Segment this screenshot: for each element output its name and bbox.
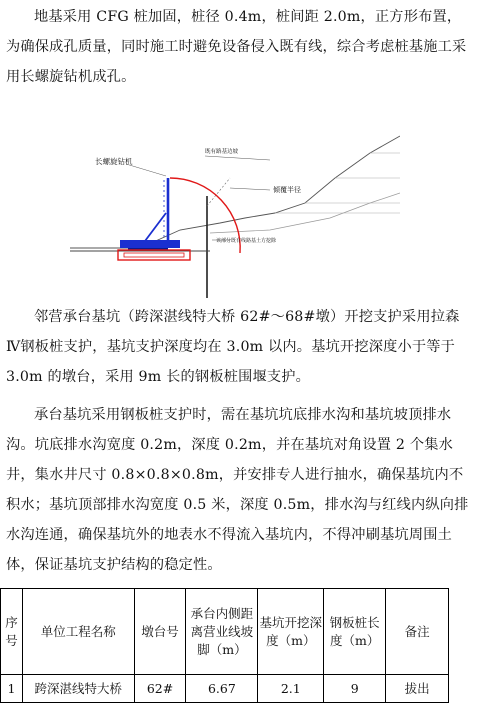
header-project-name: 单位工程名称 [22,589,134,675]
dashed-slope-guide [207,178,230,206]
paragraph-foundation-support: 邻营承台基坑（跨深湛线特大桥 62#～68#墩）开挖支护采用拉森Ⅳ钢板桩支护，基坑支护深度均在 3.0m 以内。基坑开挖深度小于等于 3.0m 的墩台，采用 9m 长的钢板桩围堰支护。 [6,309,460,385]
label-existing-roadbed: 既有路基边坡 [205,149,239,155]
paragraph-drainage: 承台基坑采用钢板桩支护时，需在基坑坑底排水沟和基坑坡顶排水沟。坑底排水沟宽度 0.2m，深度 0.2m，并在基坑对角设置 2 个集水井，集水井尺寸 0.8×0.8×0.8m，并安排专人进行抽水，确保基坑内不积水；基坑顶部排水沟宽度 0.5 米，深度 0.5m，排水沟与红线内纵向排水沟连通，确保基坑外的地表水不得流入基坑内，不得冲刷基坑周围土体，保证基坑支护结构的稳定性。 [6,407,469,573]
drill-base [120,240,180,248]
table-header-row [1,589,449,675]
leader-line-radius [230,188,270,190]
cell-remark: 拔出 [386,675,449,703]
table-row [1,675,449,703]
pit-support-table [0,588,449,703]
header-pile-length: 钢板桩长度（m） [324,589,386,675]
header-serial: 序号 [1,589,23,675]
label-earthwork: 该部分既有线路基土方挖除 [216,238,277,244]
header-remark: 备注 [386,589,449,675]
paragraph-cfg-pile: 地基采用 CFG 桩加固，桩径 0.4m，桩间距 2.0m，正方形布置，为确保成孔质量，同时施工时避免设备侵入既有线，综合考虑桩基施工采用长螺旋钻机成孔。 [6,9,467,85]
leader-line-roadbed [205,156,270,160]
header-pier-no: 墩台号 [134,589,186,675]
cell-distance: 6.67 [186,675,258,703]
construction-diagram [70,118,400,298]
label-overturning-radius: 倾覆半径 [273,187,301,194]
label-drill-rig: 长螺旋钻机 [95,157,133,166]
cell-serial: 1 [1,675,23,703]
header-distance: 承台内侧距离营业线坡脚（m） [186,589,258,675]
cell-depth: 2.1 [258,675,324,703]
drill-boom [145,213,166,241]
header-depth: 基坑开挖深度（m） [258,589,324,675]
cell-pile-length: 9 [324,675,386,703]
pile-cap-inner [124,253,184,257]
cell-project-name: 跨深湛线特大桥 [22,675,134,703]
cell-pier-no: 62# [134,675,186,703]
